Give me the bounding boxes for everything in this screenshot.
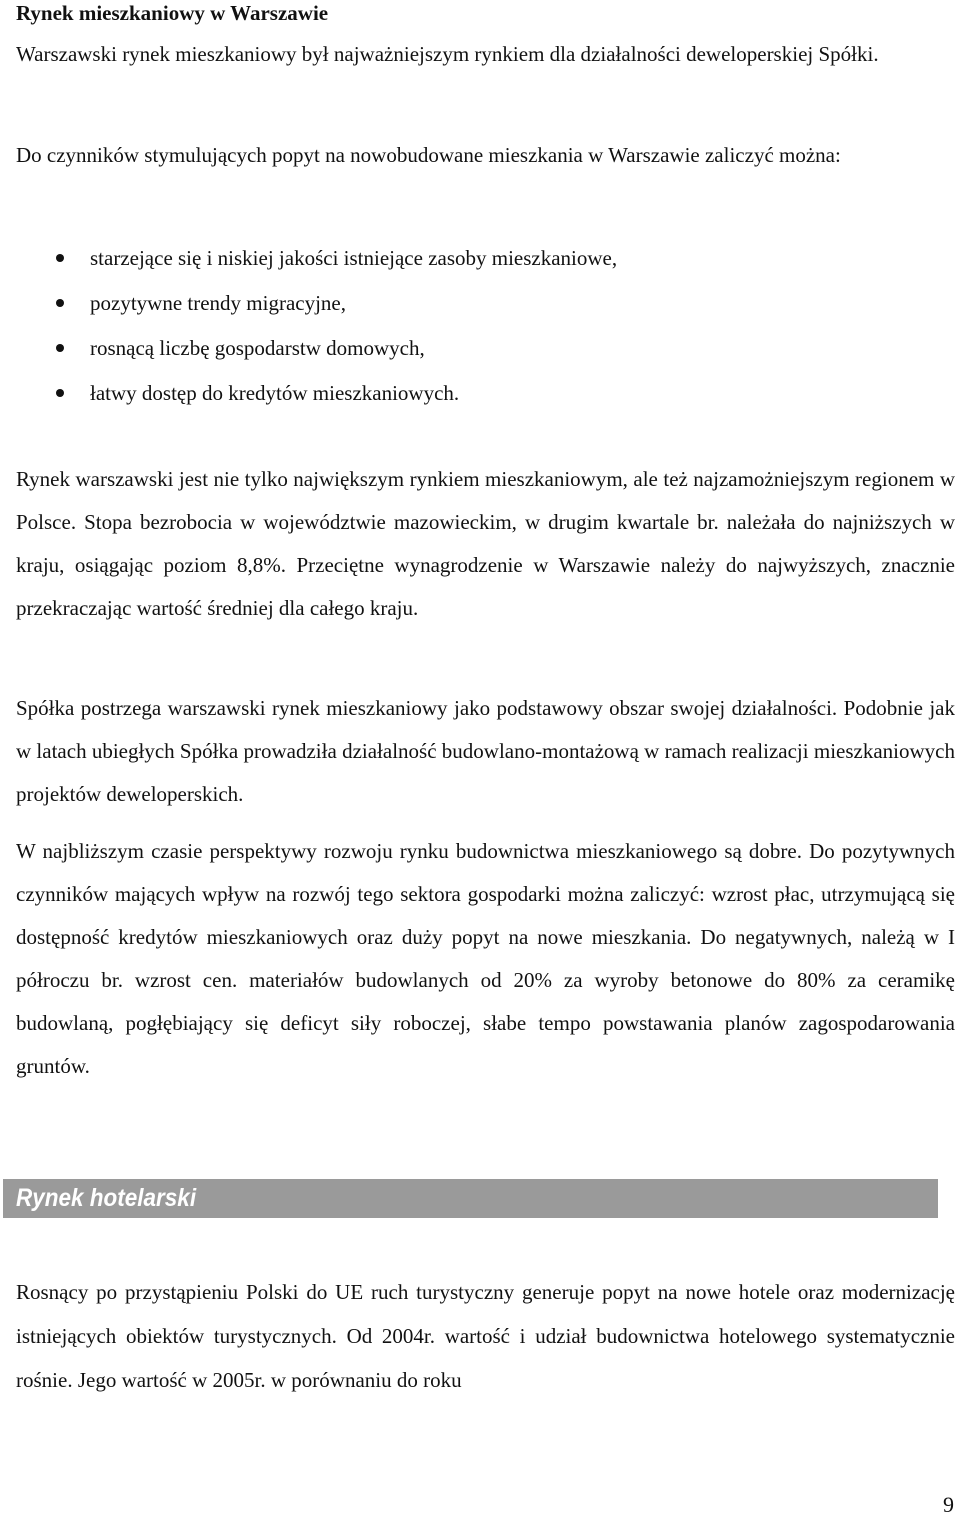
list-item-text: starzejące się i niskiej jakości istniejące zasoby mieszkaniowe, xyxy=(90,246,618,270)
list-item-text: pozytywne trendy migracyjne, xyxy=(90,291,346,315)
bullet-icon xyxy=(56,254,64,262)
list-item-text: łatwy dostęp do kredytów mieszkaniowych. xyxy=(90,381,460,405)
list-item xyxy=(0,283,960,328)
list-item xyxy=(0,328,960,373)
drivers-list xyxy=(0,238,960,418)
drivers-intro-paragraph: Do czynników stymulujących popyt na nowobudowane mieszkania w Warszawie zaliczyć można: xyxy=(16,143,841,167)
bullet-icon xyxy=(56,389,64,397)
list-item-text: rosnącą liczbę gospodarstw domowych, xyxy=(90,336,425,360)
market-paragraph: Rynek warszawski jest nie tylko największym rynkiem mieszkaniowym, ale też najzamożniejszym regionem w Polsce. Stopa bezrobocia w województwie mazowieckim, w drugim kwartale br. należała do najniższych w kraju, osiągając poziom 8,8%. Przeciętne wynagrodzenie w Warszawie należy do najwyższych, znacznie przekraczając wartość średniej dla całego kraju. xyxy=(16,467,955,620)
page-number: 9 xyxy=(943,1492,954,1517)
company-paragraph: Spółka postrzega warszawski rynek mieszkaniowy jako podstawowy obszar swojej działalności. Podobnie jak w latach ubiegłych Spółka prowadziła działalność budowlano-montażową w ramach realizacji mieszkaniowych projektów deweloperskich. xyxy=(16,696,955,806)
section-title: Rynek mieszkaniowy w Warszawie xyxy=(16,1,329,25)
intro-paragraph: Warszawski rynek mieszkaniowy był najważniejszym rynkiem dla działalności deweloperskiej Spółki. xyxy=(16,42,879,66)
list-item xyxy=(0,238,960,283)
bullet-icon xyxy=(56,299,64,307)
hotel-section-title: Rynek hotelarski xyxy=(16,1184,197,1212)
hotel-paragraph: Rosnący po przystąpieniu Polski do UE ruch turystyczny generuje popyt na nowe hotele oraz modernizację istniejących obiektów turystycznych. Od 2004r. wartość i udział budownictwa hotelowego systematycznie rośnie. Jego wartość w 2005r. w porównaniu do roku xyxy=(16,1280,955,1392)
hotel-heading-bar xyxy=(3,1179,938,1218)
bullet-icon xyxy=(56,344,64,352)
outlook-paragraph: W najbliższym czasie perspektywy rozwoju rynku budownictwa mieszkaniowego są dobre. Do pozytywnych czynników mających wpływ na rozwój tego sektora gospodarki można zaliczyć: wzrost płac, utrzymującą się dostępność kredytów mieszkaniowych oraz duży popyt na nowe mieszkania. Do negatywnych, należą w I półroczu br. wzrost cen. materiałów budowlanych od 20% za wyroby betonowe do 80% za ceramikę budowlaną, pogłębiający się deficyt siły roboczej, słabe tempo powstawania planów zagospodarowania gruntów. xyxy=(16,839,955,1078)
list-item xyxy=(0,373,960,418)
